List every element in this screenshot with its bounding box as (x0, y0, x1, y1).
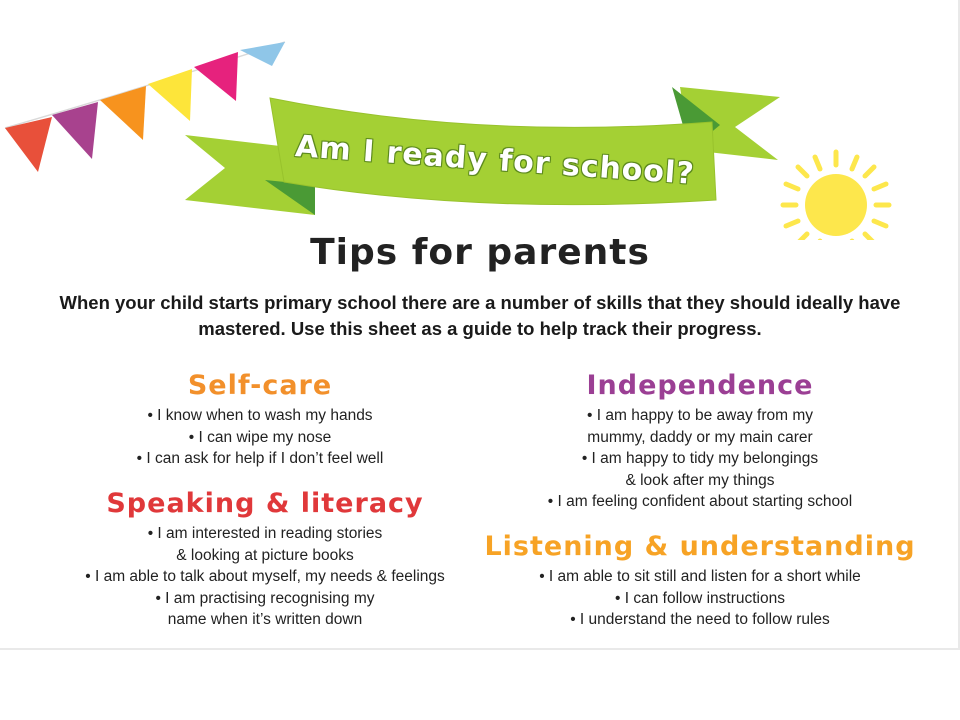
list-item: • I am able to talk about myself, my needs & feelings (85, 568, 445, 585)
intro-text: When your child starts primary school there are a number of skills that they should ideally have mastered. Use this sheet as a guide to help track their progress. (59, 292, 901, 339)
page-title: Tips for parents (310, 232, 650, 273)
bunting-string (5, 42, 285, 128)
list-item: • I am happy to be away from my (587, 407, 813, 424)
list-item: • I am feeling confident about starting school (547, 493, 853, 510)
list-item: • I can wipe my nose (188, 428, 332, 446)
bunting-flag-pink (194, 52, 238, 101)
list-item: & looking at picture books (176, 546, 354, 564)
list-item: & look after my things (625, 471, 775, 489)
list-self-care (60, 405, 460, 470)
list-independence (500, 405, 900, 513)
section-listening-understanding (480, 530, 920, 631)
bunting-flag-orange (100, 86, 146, 140)
section-independence (500, 369, 900, 513)
list-item: • I am practising recognising my (155, 589, 375, 607)
section-heading-listening-understanding: Listening & understanding (484, 531, 916, 562)
list-item: • I can follow instructions (615, 589, 785, 607)
list-item: • I know when to wash my hands (147, 407, 373, 424)
section-heading-self-care: Self-care (187, 370, 333, 401)
list-item: • I can ask for help if I don’t feel well (136, 450, 384, 467)
section-speaking-literacy (55, 487, 475, 631)
sun-icon (783, 152, 889, 240)
list-speaking-literacy (55, 523, 475, 631)
bunting-flag-purple (52, 102, 98, 159)
list-item: name when it’s written down (167, 611, 363, 628)
list-item: • I understand the need to follow rules (570, 611, 830, 628)
bunting-flag-yellow (148, 69, 192, 121)
list-item: • I am interested in reading stories (147, 525, 383, 542)
section-heading-speaking-literacy: Speaking & literacy (106, 488, 424, 519)
section-heading-independence: Independence (586, 370, 814, 401)
list-item: mummy, daddy or my main carer (587, 428, 813, 446)
list-item: • I am happy to tidy my belongings (581, 450, 819, 467)
section-self-care (60, 369, 460, 470)
banner-title: Am I ready for school? (294, 128, 696, 192)
list-listening-understanding (480, 566, 920, 631)
list-item: • I am able to sit still and listen for a short while (539, 568, 861, 585)
